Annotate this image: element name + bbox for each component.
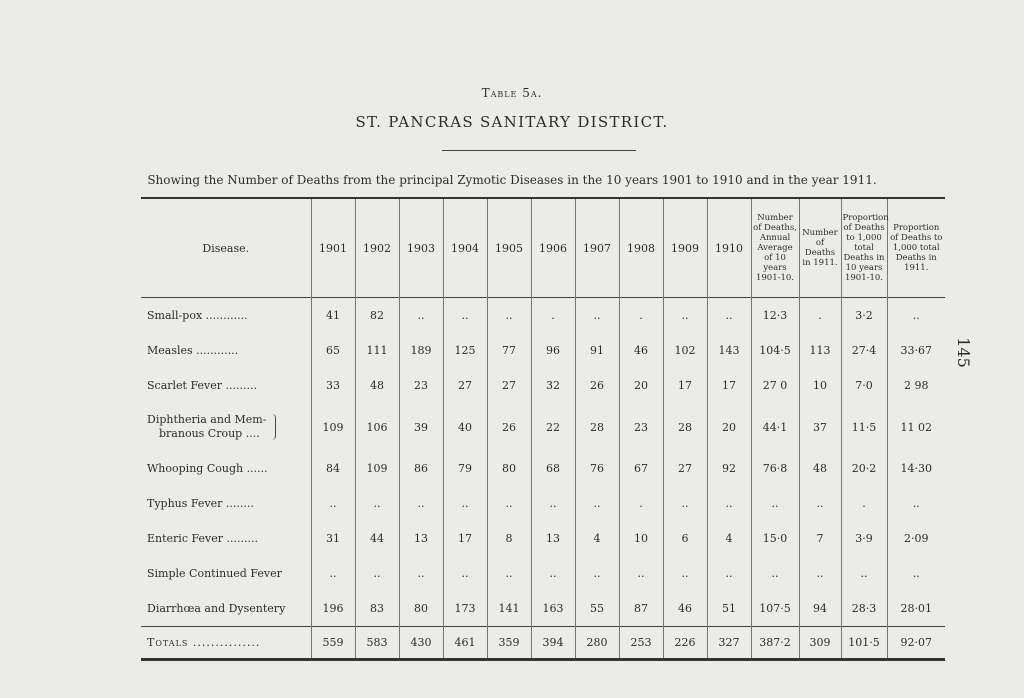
table-cell: 10 [619,521,663,556]
table-cell: .. [841,556,887,591]
column-header: 1908 [619,198,663,298]
column-header: 1905 [487,198,531,298]
table-cell: 106 [355,403,399,451]
table-cell: 79 [443,451,487,486]
table-cell: 28·3 [841,591,887,627]
table-cell: 7 [799,521,841,556]
table-cell: 33·67 [887,333,945,368]
table-cell: 2 98 [887,368,945,403]
table-cell: 46 [619,333,663,368]
table-cell: .. [887,486,945,521]
table-row [141,403,945,451]
table-cell: 15·0 [751,521,799,556]
disease-name-line: branous Croup .... [159,427,260,440]
table-cell: 33 [311,368,355,403]
table-cell: .. [887,298,945,334]
table-row [141,521,945,556]
table-subtitle: Showing the Number of Deaths from the principal Zymotic Diseases in the 10 years 1901 to 1910 and in the year 1911. [147,173,877,187]
table-cell: .. [887,556,945,591]
table-cell: 4 [575,521,619,556]
table-cell: 28 [663,403,707,451]
table-cell: 101·5 [841,627,887,660]
table-cell: 26 [575,368,619,403]
column-header: Proportion of Deaths to 1,000 total Deaths in 10 years 1901-10. [841,198,887,298]
table-cell: .. [443,298,487,334]
table-cell: .. [443,486,487,521]
table-cell: 80 [487,451,531,486]
disease-name: Scarlet Fever ......... [147,379,257,392]
table-cell: 20 [707,403,751,451]
column-header: 1907 [575,198,619,298]
table-cell: .. [311,556,355,591]
table-cell: 327 [707,627,751,660]
table-cell: .. [311,486,355,521]
table-cell: 583 [355,627,399,660]
brace-mark [270,414,276,440]
table-cell: 280 [575,627,619,660]
table-cell: 253 [619,627,663,660]
column-header: Proportion of Deaths to 1,000 total Deaths in 1911. [887,198,945,298]
table-row [141,333,945,368]
table-cell: 26 [487,403,531,451]
table-cell: 4 [707,521,751,556]
disease-name [141,403,311,451]
table-cell: .. [355,556,399,591]
table-cell: .. [751,486,799,521]
table-cell: 82 [355,298,399,334]
table-cell: 96 [531,333,575,368]
table-row [141,486,945,521]
table-cell: 94 [799,591,841,627]
table-cell: . [531,298,575,334]
table-cell: .. [575,556,619,591]
table-cell: 48 [799,451,841,486]
disease-name: Enteric Fever ......... [147,532,258,545]
table-cell: .. [707,556,751,591]
table-cell: 84 [311,451,355,486]
table-cell: 31 [311,521,355,556]
table-cell: 91 [575,333,619,368]
column-header: 1901 [311,198,355,298]
table-cell: .. [531,556,575,591]
table-cell: . [619,486,663,521]
table-cell: .. [487,486,531,521]
table-cell: 28 [575,403,619,451]
table-row [141,368,945,403]
table-cell: 27 [487,368,531,403]
table-cell: .. [443,556,487,591]
table-cell: 41 [311,298,355,334]
table-cell: 141 [487,591,531,627]
table-cell: 13 [399,521,443,556]
table-cell: .. [619,556,663,591]
table-cell: 27 [663,451,707,486]
table-cell: 46 [663,591,707,627]
table-cell: .. [575,298,619,334]
deaths-table [141,197,945,661]
table-cell: .. [707,298,751,334]
column-header: 1902 [355,198,399,298]
table-cell: 10 [799,368,841,403]
table-cell: 48 [355,368,399,403]
table-cell: 226 [663,627,707,660]
table-cell: 39 [399,403,443,451]
table-cell: 173 [443,591,487,627]
table-cell: . [619,298,663,334]
disease-name-group [147,413,276,441]
table-cell: .. [355,486,399,521]
table-cell: 92 [707,451,751,486]
table-cell: .. [663,298,707,334]
table-cell: .. [663,486,707,521]
table-cell: . [799,298,841,334]
table-cell: 20·2 [841,451,887,486]
table-cell: 87 [619,591,663,627]
table-row [141,451,945,486]
table-cell: 83 [355,591,399,627]
table-cell: .. [663,556,707,591]
table-cell: 28·01 [887,591,945,627]
table-cell: 67 [619,451,663,486]
table-cell: .. [399,486,443,521]
table-cell: 3·9 [841,521,887,556]
page-number: 145 [953,337,973,368]
table-cell: 17 [443,521,487,556]
table-cell: 394 [531,627,575,660]
column-header: Number of Deaths in 1911. [799,198,841,298]
table-cell: .. [399,298,443,334]
table-cell: 163 [531,591,575,627]
table-cell: 559 [311,627,355,660]
column-header: 1906 [531,198,575,298]
table-cell: 68 [531,451,575,486]
table-cell: .. [799,556,841,591]
table-cell: 23 [619,403,663,451]
table-cell: 7·0 [841,368,887,403]
table-cell: 22 [531,403,575,451]
table-cell: 102 [663,333,707,368]
table-cell: 44·1 [751,403,799,451]
table-cell: 309 [799,627,841,660]
table-cell: 11 02 [887,403,945,451]
table-cell: 37 [799,403,841,451]
table-cell: .. [487,556,531,591]
table-cell: . [841,486,887,521]
table-cell: 17 [663,368,707,403]
column-header: 1904 [443,198,487,298]
table-cell: 23 [399,368,443,403]
disease-name-line: Diphtheria and Mem- [147,413,267,426]
disease-name: Diarrhœa and Dysentery [147,602,286,615]
table-cell: .. [575,486,619,521]
table-cell: 13 [531,521,575,556]
table-cell: 3·2 [841,298,887,334]
table-cell: 27 0 [751,368,799,403]
table-cell: 27·4 [841,333,887,368]
table-cell: 109 [311,403,355,451]
column-header: Disease. [202,241,250,255]
table-cell: 80 [399,591,443,627]
table-row [141,591,945,627]
disease-name: Small-pox ............ [141,298,311,334]
disease-name: Typhus Fever ........ [147,497,254,510]
table-cell: 65 [311,333,355,368]
disease-name: Whooping Cough ...... [147,462,268,475]
table-cell: 20 [619,368,663,403]
table-row [141,556,945,591]
table-cell: 189 [399,333,443,368]
table-cell: 107·5 [751,591,799,627]
table-header-row [141,198,945,298]
table-cell: .. [799,486,841,521]
table-cell: 86 [399,451,443,486]
table-label: Table 5a. [481,86,543,100]
table-cell: 196 [311,591,355,627]
table-cell: .. [751,556,799,591]
table-cell: 143 [707,333,751,368]
disease-name: Measles ............ [147,344,239,357]
table-cell: 77 [487,333,531,368]
table-cell: 27 [443,368,487,403]
table-row [141,298,945,334]
disease-name: Simple Continued Fever [147,567,282,580]
table-cell: 125 [443,333,487,368]
totals-row [141,627,945,660]
table-cell: 17 [707,368,751,403]
table-cell: 32 [531,368,575,403]
table-cell: 76 [575,451,619,486]
table-cell: 111 [355,333,399,368]
district-title: ST. PANCRAS SANITARY DISTRICT. [355,113,669,131]
table-cell: 8 [487,521,531,556]
table-cell: 55 [575,591,619,627]
table-cell: 387·2 [751,627,799,660]
table-cell: 40 [443,403,487,451]
title-divider [442,150,636,151]
table-cell: 44 [355,521,399,556]
table-cell: .. [531,486,575,521]
table-cell: 109 [355,451,399,486]
table-cell: .. [707,486,751,521]
table-cell: .. [487,298,531,334]
table-cell: 51 [707,591,751,627]
table-cell: 2·09 [887,521,945,556]
table-cell: .. [399,556,443,591]
table-cell: 430 [399,627,443,660]
column-header: 1909 [663,198,707,298]
table-cell: 104·5 [751,333,799,368]
table-cell: 461 [443,627,487,660]
column-header: Number of Deaths, Annual Average of 10 years 1901-10. [751,198,799,298]
totals-label: Totals ............... [141,627,311,660]
table-cell: 6 [663,521,707,556]
table-cell: 92·07 [887,627,945,660]
column-header: 1910 [707,198,751,298]
table-cell: 113 [799,333,841,368]
table-cell: 359 [487,627,531,660]
table-cell: 76·8 [751,451,799,486]
column-header: 1903 [399,198,443,298]
table-cell: 11·5 [841,403,887,451]
table-cell: 12·3 [751,298,799,334]
table-cell: 14·30 [887,451,945,486]
